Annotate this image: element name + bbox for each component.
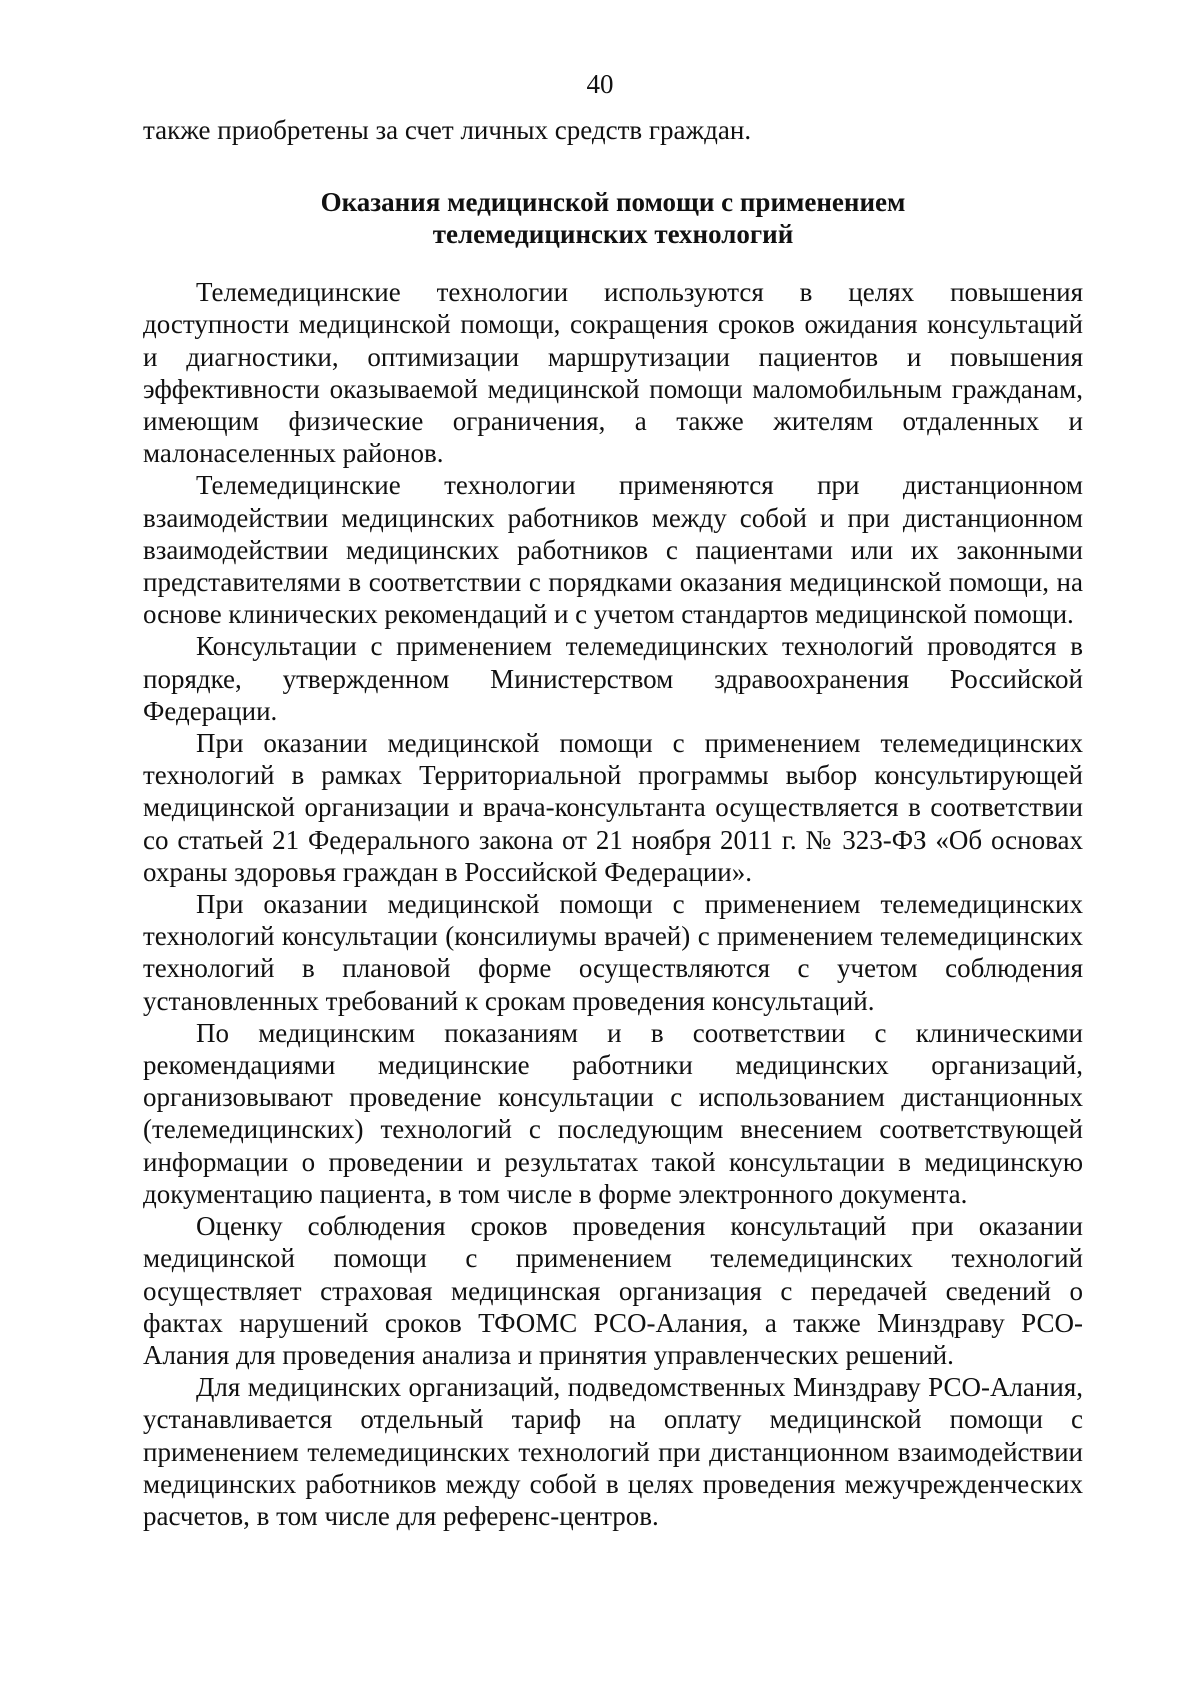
paragraph-2: Телемедицинские технологии применяются при дистанционном взаимодействии медицинских работников между собой и при дистанционном взаимодействии медицинских работников с пациентами или их законными представителями в соответствии с порядками оказания медицинской помощи, на основе клинических рекомендаций и с учетом стандартов медицинской помощи. [143,470,1083,630]
document-body [143,114,1083,1532]
paragraph-5: При оказании медицинской помощи с применением телемедицинских технологий консультации (консилиумы врачей) с применением телемедицинских технологий в плановой форме осуществляются с учетом соблюдения установленных требований к срокам проведения консультаций. [143,889,1083,1016]
paragraph-4: При оказании медицинской помощи с применением телемедицинских технологий в рамках Территориальной программы выбор консультирующей медицинской организации и врача-консультанта осуществляется в соответствии со статьей 21 Федерального закона от 21 ноября 2011 г. № 323-ФЗ «Об основах охраны здоровья граждан в Российской Федерации». [143,728,1083,887]
paragraph-8: Для медицинских организаций, подведомственных Минздраву РСО-Алания, устанавливается отдельный тариф на оплату медицинской помощи с применением телемедицинских технологий при дистанционном взаимодействии медицинских работников между собой в целях проведения межучрежденческих расчетов, в том числе для референс-центров. [143,1372,1083,1531]
paragraph-7: Оценку соблюдения сроков проведения консультаций при оказании медицинской помощи с применением телемедицинских технологий осуществляет страховая медицинская организация с передачей сведений о фактах нарушений сроков ТФОМС РСО-Алания, а также Минздраву РСО-Алания для проведения анализа и принятия управленческих решений. [143,1211,1083,1370]
section-heading-line-2: телемедицинских технологий [432,219,794,250]
page-number: 40 [586,69,614,99]
paragraph-3: Консультации с применением телемедицинских технологий проводятся в порядке, утвержденном Министерством здравоохранения Российской Федерации. [143,631,1083,726]
paragraph-1: Телемедицинские технологии используются в целях повышения доступности медицинской помощи, сокращения сроков ожидания консультаций и диагностики, оптимизации маршрутизации пациентов и повышения эффективности оказываемой медицинской помощи маломобильным гражданам, имеющим физические ограничения, а также жителям отдаленных и малонаселенных районов. [143,277,1083,469]
paragraph-6: По медицинским показаниям и в соответствии с клиническими рекомендациями медицинские работники медицинских организаций, организовывают проведение консультации с использованием дистанционных (телемедицинских) технологий с последующим внесением соответствующей информации о проведении и результатах такой консультации в медицинскую документацию пациента, в том числе в форме электронного документа. [143,1017,1083,1209]
section-heading [143,186,1083,250]
section-heading-line-1: Оказания медицинской помощи с применением [320,187,906,218]
continuation-line: также приобретены за счет личных средств граждан. [143,115,752,145]
